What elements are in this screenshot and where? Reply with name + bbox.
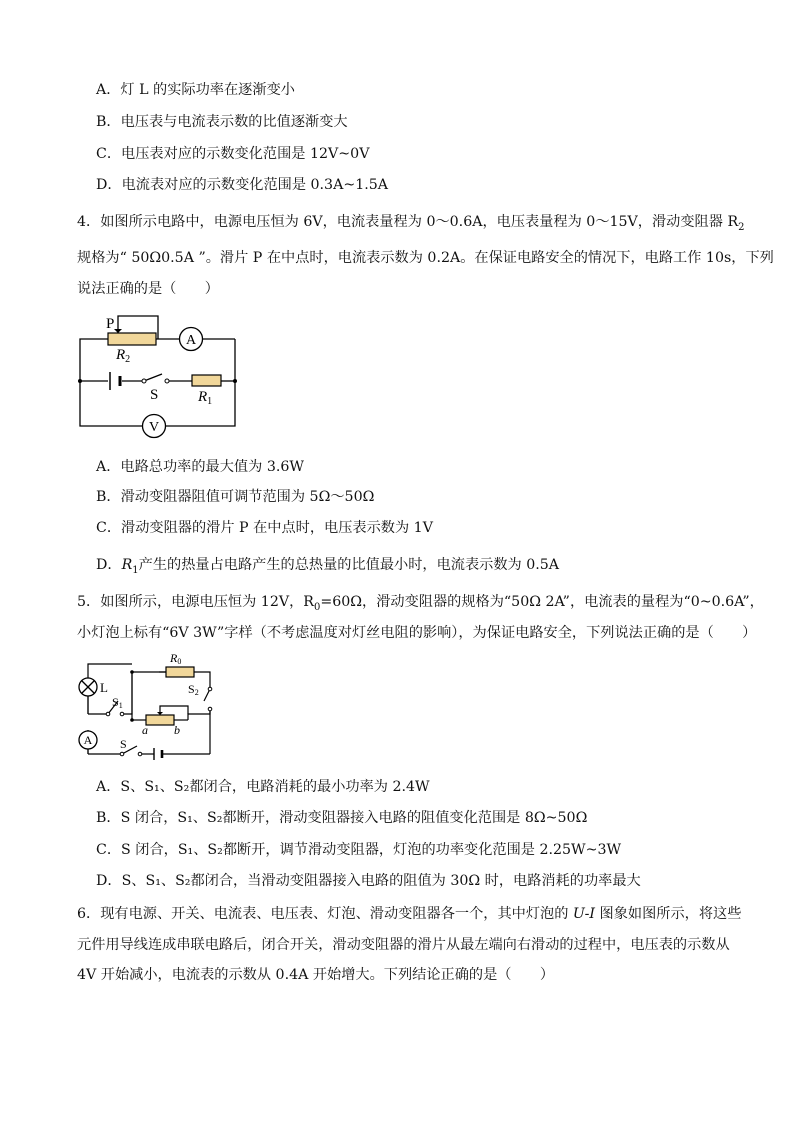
q4-option-b: B．滑动变阻器阻值可调节范围为 5Ω～50Ω — [96, 489, 375, 505]
q5-label-a: a — [142, 723, 148, 737]
q5-lamp — [79, 678, 97, 696]
q5-circuit-diagram — [70, 648, 220, 764]
q6-stem-line2: 元件用导线连成串联电路后，闭合开关，滑动变阻器的滑片从最左端向右滑动的过程中，电压表的示数从 — [77, 937, 730, 953]
q5-option-d: D．S、S₁、S₂都闭合，当滑动变阻器接入电路的阻值为 30Ω 时，电路消耗的功率最大 — [96, 873, 641, 889]
q5-label-s: S — [120, 737, 127, 751]
q4-stem-line1: 4．如图所示电路中，电源电压恒为 6V，电流表量程为 0～0.6A，电压表量程为 0～15V，滑动变阻器 $R_2$ — [77, 214, 745, 233]
q5-resistor-r0 — [166, 667, 194, 677]
q5-option-c: C．S 闭合，S₁、S₂都断开，调节滑动变阻器，灯泡的功率变化范围是 2.25W~3W — [96, 842, 622, 858]
q5-label-s1: S1 — [112, 695, 123, 710]
q4-stem-line3: 说法正确的是（ ） — [77, 281, 219, 297]
q5-label-r0: R0 — [170, 651, 182, 666]
q4-label-r2: $R_2$ — [116, 347, 131, 365]
svg-text:V: V — [148, 420, 160, 435]
q6-stem-line3: 4V 开始减小，电流表的示数从 0.4A 开始增大。下列结论正确的是（ ） — [77, 967, 555, 983]
q5-stem-line1: 5．如图所示，电源电压恒为 12V，$R_0=60\Omega$，滑动变阻器的规格为“50Ω 2A”，电流表的量程为“0~0.6A”， — [77, 594, 764, 613]
svg-text:A: A — [185, 333, 197, 348]
q4-stem-line2: 规格为“ 50Ω0.5A ”。滑片 P 在中点时，电流表示数为 0.2A。在保证电路安全的情况下，电路工作 10s，下列 — [77, 250, 774, 266]
q4-battery — [110, 372, 120, 390]
q4-label-s: S — [150, 387, 159, 403]
q4-option-c: C．滑动变阻器的滑片 P 在中点时，电压表示数为 1V — [96, 520, 433, 536]
q5-rheostat — [146, 715, 174, 725]
q5-label-s2: S2 — [188, 682, 199, 697]
q4-rheostat-r2 — [108, 333, 156, 345]
q4-circuit-diagram — [70, 308, 250, 444]
q4-option-d: D．$R_1$产生的热量占电路产生的总热量的比值最小时，电流表示数为 0.5A — [96, 557, 560, 576]
q6-stem-line1: 6．现有电源、开关、电流表、电压表、灯泡、滑动变阻器各一个，其中灯泡的 U-I 图象如图所示，将这些 — [77, 906, 742, 922]
q5-option-a: A．S、S₁、S₂都闭合，电路消耗的最小功率为 2.4W — [96, 779, 430, 795]
q4-label-p: P — [106, 316, 115, 332]
q5-label-l: L — [100, 680, 108, 695]
q5-label-b: b — [174, 723, 180, 737]
q5-option-b: B．S 闭合，S₁、S₂都断开，滑动变阻器接入电路的阻值变化范围是 8Ω~50Ω — [96, 810, 588, 826]
prev-option-d: D．电流表对应的示数变化范围是 0.3A~1.5A — [96, 177, 389, 193]
q4-label-r1: $R_1$ — [198, 389, 213, 407]
q4-resistor-r1 — [192, 375, 221, 386]
prev-option-a: A．灯 L 的实际功率在逐渐变小 — [96, 82, 295, 98]
q5-battery — [154, 748, 162, 760]
svg-text:A: A — [83, 733, 93, 747]
prev-option-b: B．电压表与电流表示数的比值逐渐变大 — [96, 114, 348, 130]
q4-option-a: A．电路总功率的最大值为 3.6W — [96, 459, 304, 475]
q5-stem-line2: 小灯泡上标有“6V 3W”字样（不考虑温度对灯丝电阻的影响），为保证电路安全，下列说法正确的是（ ） — [77, 625, 757, 641]
prev-option-c: C．电压表对应的示数变化范围是 12V~0V — [96, 146, 370, 162]
